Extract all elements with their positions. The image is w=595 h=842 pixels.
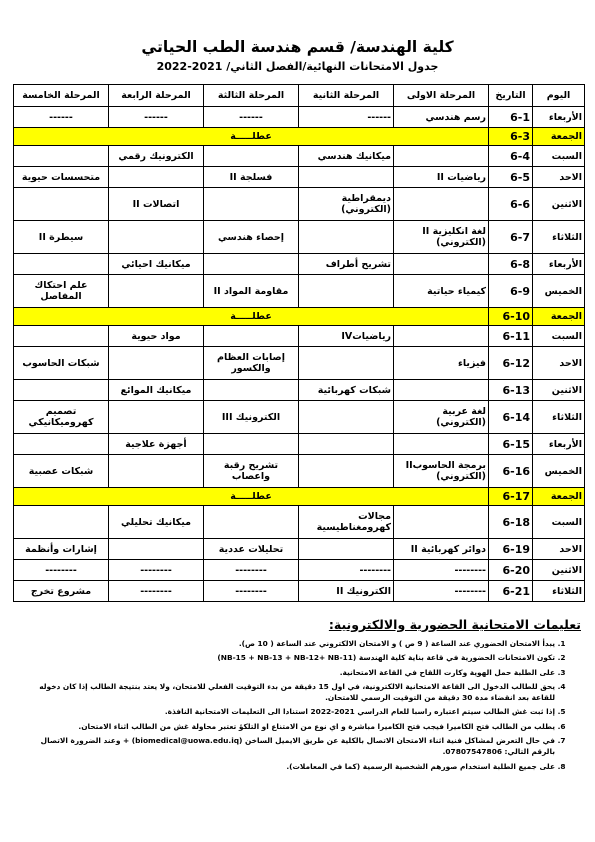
page-subtitle: جدول الامتحانات النهائية/الفصل الثاني/ 2021-2022 [156,60,439,73]
day-cell: الخميس [533,455,585,488]
exam-cell-stage-4: -------- [109,560,204,581]
day-cell: الجمعة [533,308,585,326]
exam-cell-stage-3 [204,326,299,347]
exam-cell-stage-1: دوائر كهربائية II [394,539,489,560]
holiday-row [14,308,585,326]
exam-cell-stage-2: الكترونيك II [299,581,394,602]
exam-cell-stage-1 [394,380,489,401]
table-header-row [14,85,585,107]
day-cell: الأربعاء [533,434,585,455]
header-stage-4: المرحلة الرابعة [109,85,204,107]
day-cell: الثلاثاء [533,221,585,254]
exam-cell-stage-1: فيزياء [394,347,489,380]
day-cell: الاثنين [533,380,585,401]
date-cell: 6-17 [489,488,533,506]
exam-cell-stage-4 [109,167,204,188]
date-cell: 6-20 [489,560,533,581]
day-cell: الاثنين [533,560,585,581]
exam-cell-stage-4: ------ [109,107,204,128]
exam-cell-stage-5 [14,188,109,221]
day-cell: السبت [533,506,585,539]
exam-cell-stage-1: لغة انكليزية II (الكتروني) [394,221,489,254]
holiday-cell: عطلـــــة [14,128,489,146]
day-cell: الثلاثاء [533,401,585,434]
exam-cell-stage-3: ------ [204,107,299,128]
exam-cell-stage-2 [299,434,394,455]
instruction-item: 1. يبدأ الامتحان الحضوري عند الساعة ( 9 ص ) و الامتحان الالكتروني عند الساعة ( 10 ص). [25,638,555,649]
date-cell: 6-1 [489,107,533,128]
exam-cell-stage-5 [14,434,109,455]
header-stage-5: المرحلة الخامسة [14,85,109,107]
exam-cell-stage-5: متحسسات حيوية [14,167,109,188]
table-row [14,434,585,455]
table-row [14,401,585,434]
day-cell: الخميس [533,275,585,308]
exam-schedule-table [13,84,585,602]
exam-cell-stage-1 [394,146,489,167]
exam-cell-stage-1 [394,326,489,347]
date-cell: 6-19 [489,539,533,560]
exam-cell-stage-2: مجالات كهرومغناطيسية [299,506,394,539]
exam-cell-stage-1: رياضيات II [394,167,489,188]
exam-cell-stage-2: -------- [299,560,394,581]
instructions-list [25,638,573,775]
exam-cell-stage-2: رياضياتIV [299,326,394,347]
exam-cell-stage-3: -------- [204,560,299,581]
date-cell: 6-9 [489,275,533,308]
header-stage-1: المرحلة الاولى [394,85,489,107]
table-row [14,221,585,254]
exam-cell-stage-5: ------ [14,107,109,128]
exam-cell-stage-3: تحليلات عددية [204,539,299,560]
table-row [14,560,585,581]
exam-cell-stage-2 [299,167,394,188]
table-row [14,275,585,308]
exam-cell-stage-4: الكترونيك رقمي [109,146,204,167]
exam-cell-stage-3: إحصاء هندسي [204,221,299,254]
day-cell: الاحد [533,167,585,188]
day-cell: الاحد [533,539,585,560]
exam-cell-stage-4: -------- [109,581,204,602]
exam-cell-stage-2: تشريح أطراف [299,254,394,275]
exam-cell-stage-5: علم احتكاك المفاصل [14,275,109,308]
exam-cell-stage-3: الكترونيك III [204,401,299,434]
day-cell: الأربعاء [533,107,585,128]
exam-cell-stage-5: شبكات الحاسوب [14,347,109,380]
day-cell: السبت [533,326,585,347]
table-row [14,167,585,188]
exam-cell-stage-5: سيطرة II [14,221,109,254]
exam-cell-stage-3: -------- [204,581,299,602]
date-cell: 6-13 [489,380,533,401]
day-cell: الثلاثاء [533,581,585,602]
exam-cell-stage-2: ------ [299,107,394,128]
day-cell: الجمعة [533,128,585,146]
exam-cell-stage-2 [299,455,394,488]
exam-cell-stage-1 [394,188,489,221]
instruction-item: 6. يطلب من الطالب فتح الكاميرا فيجب فتح الكاميرا مباشرة و اي نوع من الامتناع او التلكؤ تعتبر محاولة غش من الطالب اثناء الامتحان. [25,721,555,732]
header-stage-3: المرحلة الثالثة [204,85,299,107]
exam-cell-stage-1 [394,434,489,455]
day-cell: الاثنين [533,188,585,221]
table-row [14,455,585,488]
exam-cell-stage-4: اتصالات II [109,188,204,221]
day-cell: السبت [533,146,585,167]
date-cell: 6-21 [489,581,533,602]
date-cell: 6-6 [489,188,533,221]
exam-cell-stage-1: -------- [394,581,489,602]
instruction-item: 2. تكون الامتحانات الحضورية في قاعة بناية كلية الهندسة (NB-15 + NB-13 + NB-12+ NB-11) [25,652,555,663]
date-cell: 6-18 [489,506,533,539]
holiday-cell: عطلـــــة [14,488,489,506]
header-day: اليوم [533,85,585,107]
exam-cell-stage-5: شبكات عصبية [14,455,109,488]
exam-cell-stage-1: كيمياء حياتية [394,275,489,308]
exam-cell-stage-4 [109,221,204,254]
date-cell: 6-14 [489,401,533,434]
table-row [14,254,585,275]
exam-cell-stage-4: ميكانيك احيائي [109,254,204,275]
instructions-title: تعليمات الامتحانية الحضورية والالكترونية: [328,617,581,632]
page-title: كلية الهندسة/ قسم هندسة الطب الحياتي [141,38,454,56]
instruction-item: 4. يحق للطالب الدخول الى القاعة الامتحانية الالكترونية، في اول 15 دقيقة من بدء التوقيت الفعلي للامتحان، ولا يعتد بنتيجة الطالب إذا كان دخوله للقاعة بعد انقضاء مدة 30 دقيقة من التوقيت الرسمي للامتحان. [25,681,555,704]
exam-cell-stage-1: -------- [394,560,489,581]
exam-cell-stage-2 [299,539,394,560]
exam-cell-stage-5 [14,380,109,401]
exam-cell-stage-5 [14,254,109,275]
exam-cell-stage-2: ديمقراطية (الكتروني) [299,188,394,221]
holiday-row [14,128,585,146]
exam-cell-stage-2: ميكانيك هندسي [299,146,394,167]
exam-cell-stage-3 [204,380,299,401]
exam-cell-stage-3 [204,254,299,275]
day-cell: الاحد [533,347,585,380]
table-row [14,506,585,539]
exam-cell-stage-3 [204,188,299,221]
date-cell: 6-5 [489,167,533,188]
date-cell: 6-16 [489,455,533,488]
instruction-item: 8. على جميع الطلبة استخدام صورهم الشخصية الرسمية (كما في المعاملات). [25,761,555,772]
exam-cell-stage-4 [109,275,204,308]
date-cell: 6-11 [489,326,533,347]
holiday-row [14,488,585,506]
instruction-item: 5. إذا ثبت غش الطالب سيتم اعتباره راسبا للعام الدراسي 2021-2022 استنادا الى التعليمات الامتحانية النافذة. [25,706,555,717]
exam-cell-stage-3: إصابات العظام والكسور [204,347,299,380]
date-cell: 6-8 [489,254,533,275]
exam-cell-stage-5 [14,326,109,347]
exam-cell-stage-1: لغة عربية (الكتروني) [394,401,489,434]
exam-cell-stage-5 [14,506,109,539]
table-row [14,539,585,560]
exam-cell-stage-3 [204,506,299,539]
instruction-item: 7. في حال التعرض لمشاكل فنية اثناء الامتحان الاتصال بالكلية عن طريق الايميل الساخن (biomedical@uowa.edu.iq) + وعند الضرورة الاتصال بالرقم التالي: 07807547806. [25,735,555,758]
exam-cell-stage-2 [299,401,394,434]
exam-cell-stage-2 [299,221,394,254]
exam-cell-stage-5: إشارات وأنظمة [14,539,109,560]
exam-cell-stage-3 [204,146,299,167]
day-cell: الأربعاء [533,254,585,275]
exam-cell-stage-4: ميكانيك تحليلي [109,506,204,539]
table-row [14,188,585,221]
exam-cell-stage-4 [109,401,204,434]
instruction-item: 3. على الطلبة حمل الهوية وكارت اللقاح في القاعة الامتحانية. [25,667,555,678]
exam-cell-stage-4 [109,455,204,488]
exam-cell-stage-4: أجهزة علاجية [109,434,204,455]
exam-cell-stage-4: مواد حيوية [109,326,204,347]
day-cell: الجمعة [533,488,585,506]
exam-cell-stage-2: شبكات كهربائية [299,380,394,401]
date-cell: 6-4 [489,146,533,167]
date-cell: 6-3 [489,128,533,146]
date-cell: 6-10 [489,308,533,326]
exam-cell-stage-2 [299,347,394,380]
table-row [14,380,585,401]
date-cell: 6-7 [489,221,533,254]
exam-cell-stage-5: -------- [14,560,109,581]
table-row [14,146,585,167]
exam-cell-stage-5 [14,146,109,167]
date-cell: 6-12 [489,347,533,380]
header-stage-2: المرحلة الثانية [299,85,394,107]
table-row [14,326,585,347]
exam-cell-stage-1 [394,254,489,275]
exam-cell-stage-3: تشريح رقبة واعصاب [204,455,299,488]
exam-cell-stage-3: فسلجة II [204,167,299,188]
exam-cell-stage-1: برمجة الحاسوبII (الكتروني) [394,455,489,488]
exam-cell-stage-1: رسم هندسي [394,107,489,128]
exam-cell-stage-3 [204,434,299,455]
date-cell: 6-15 [489,434,533,455]
exam-cell-stage-3: مقاومة المواد II [204,275,299,308]
exam-cell-stage-2 [299,275,394,308]
header-date: التاريخ [489,85,533,107]
exam-cell-stage-5: تصميم كهروميكانيكي [14,401,109,434]
holiday-cell: عطلـــــة [14,308,489,326]
exam-cell-stage-4 [109,539,204,560]
exam-cell-stage-1 [394,506,489,539]
table-row [14,347,585,380]
table-row [14,107,585,128]
exam-cell-stage-5: مشروع تخرج [14,581,109,602]
exam-cell-stage-4: ميكانيك الموائع [109,380,204,401]
table-row [14,581,585,602]
exam-cell-stage-4 [109,347,204,380]
